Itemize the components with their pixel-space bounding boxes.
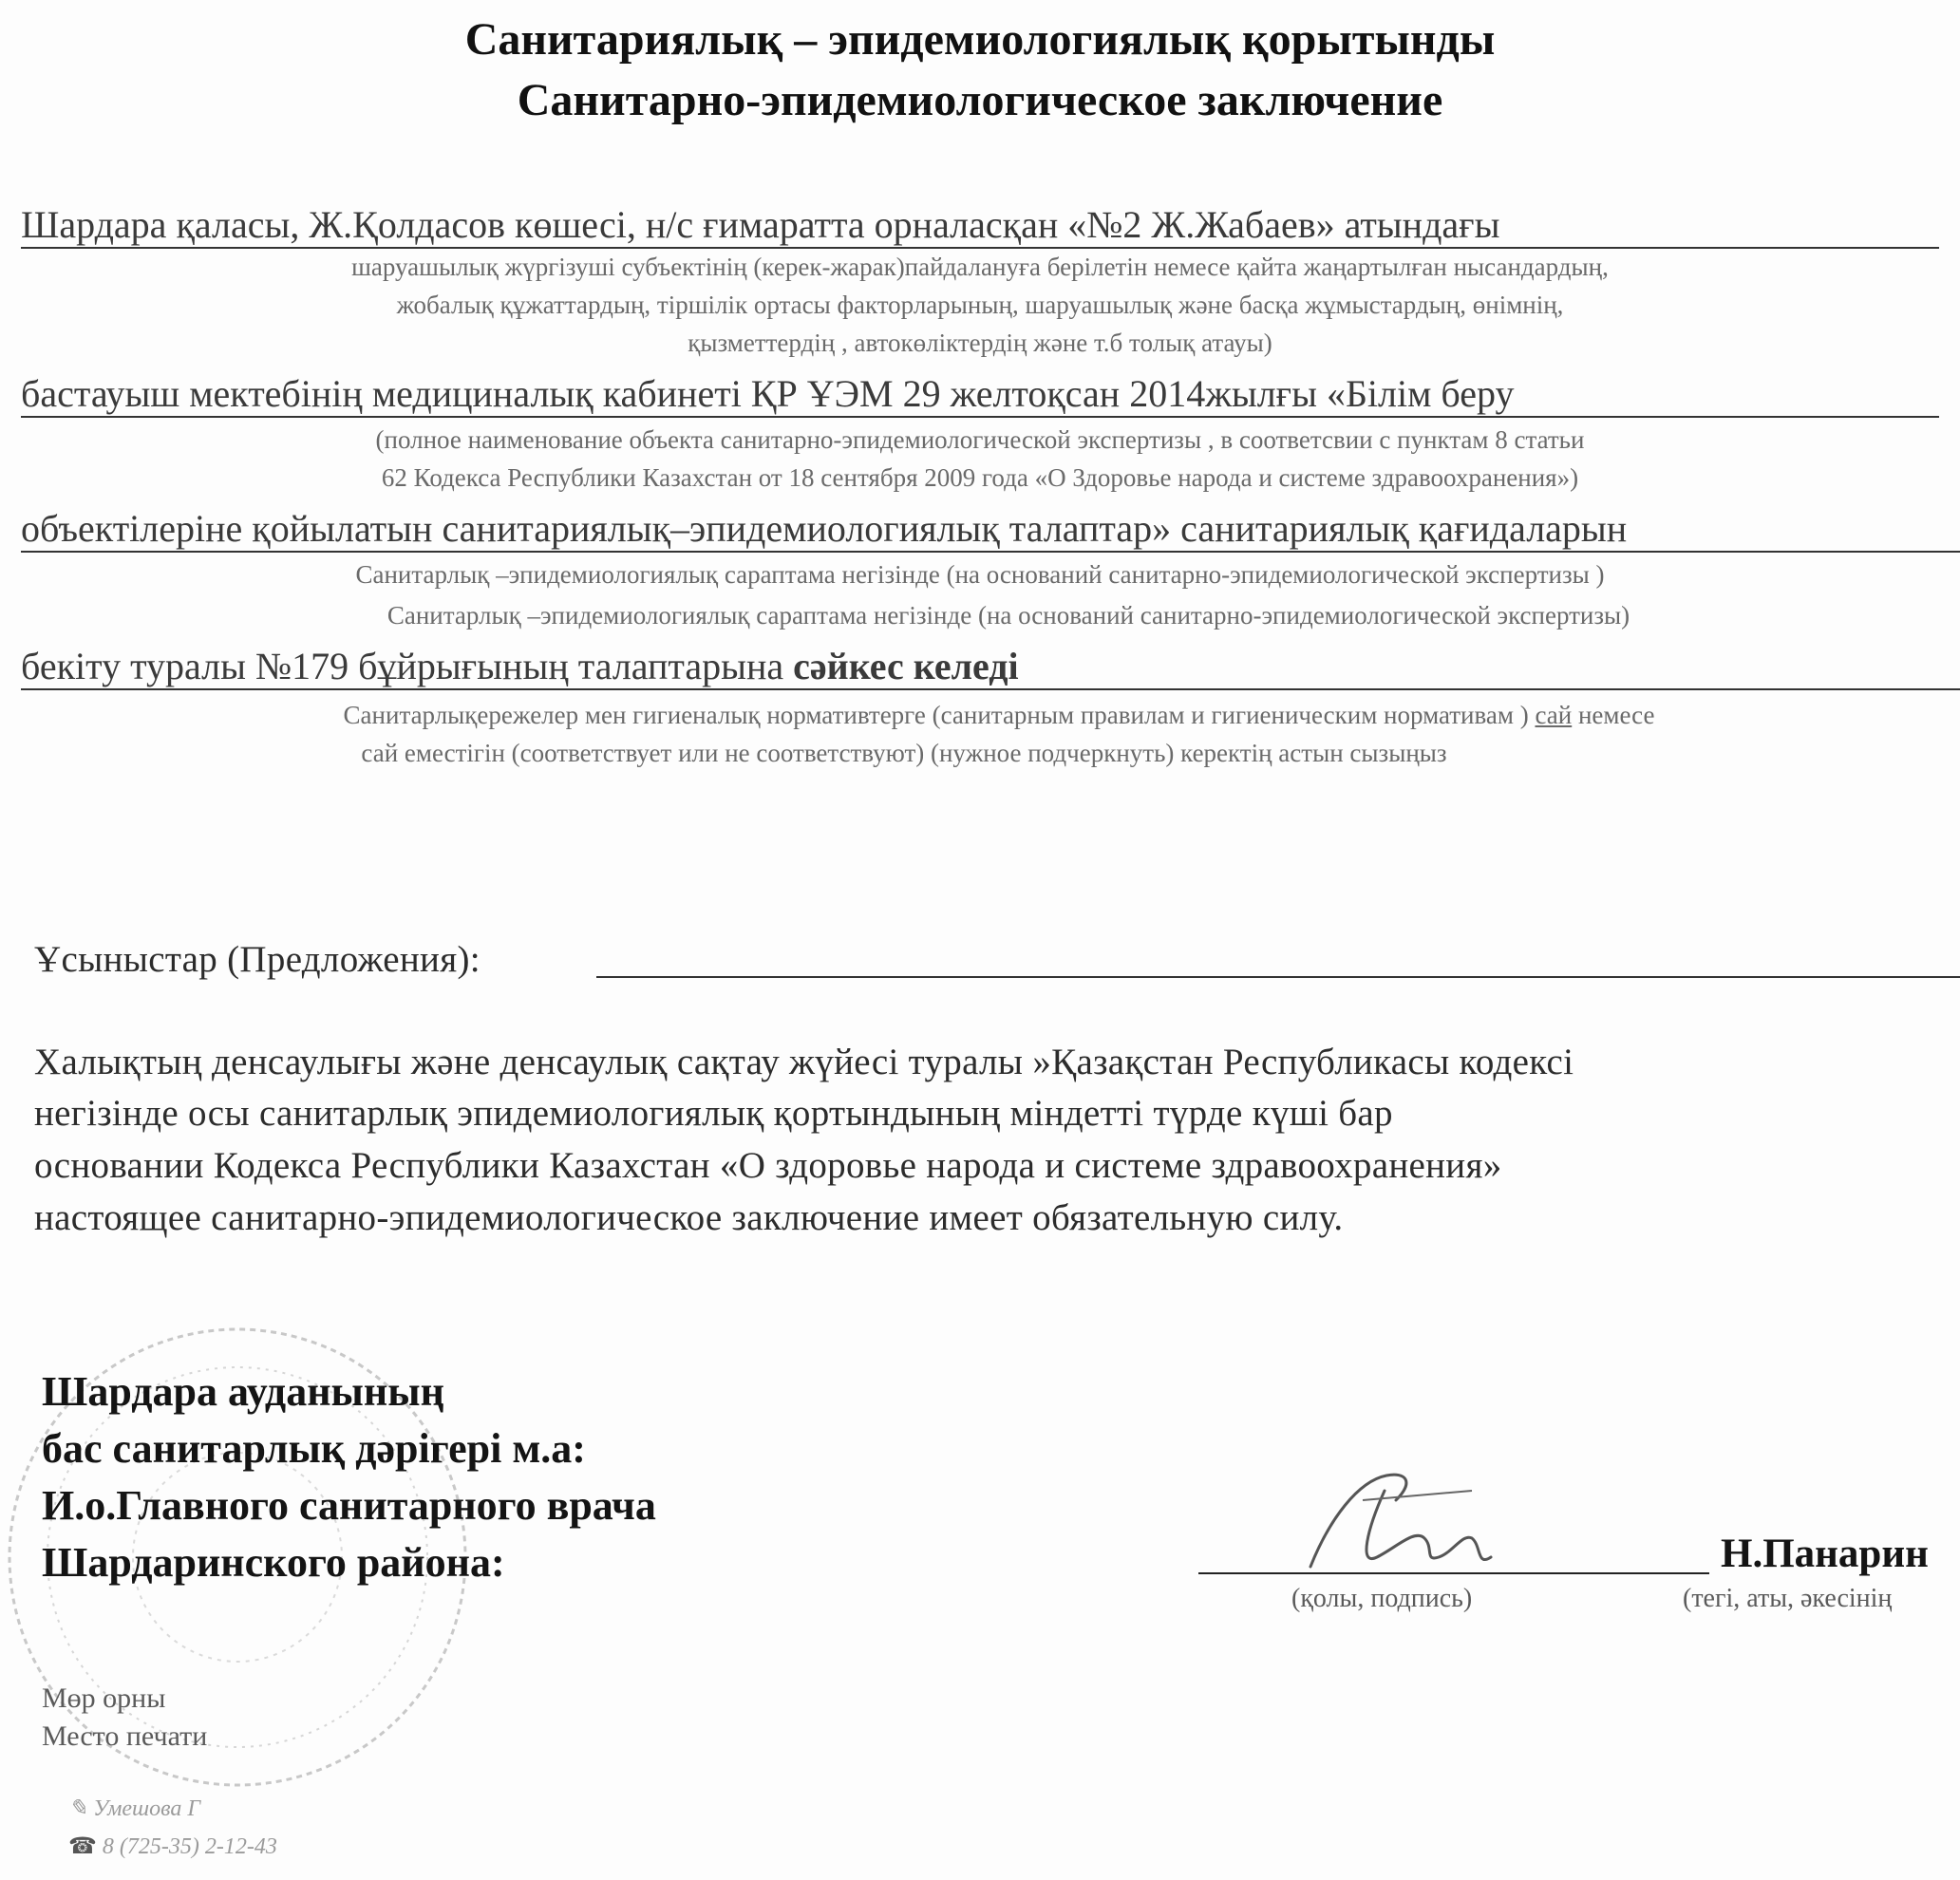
executor-name: Умешова Г bbox=[93, 1796, 201, 1821]
object-name-line-2: бастауыш мектебінің медициналық кабинеті ҚР ҰЭМ 29 желтоқсан 2014жылғы «Білім беру bbox=[21, 371, 1939, 418]
signatory-name: Н.Панарин bbox=[1721, 1532, 1929, 1576]
pencil-icon: ✎ bbox=[68, 1796, 94, 1821]
object-hint-kz-3: қызметтердің , автокөліктердің және т.б толық атауы) bbox=[688, 329, 1272, 357]
conformity-hint-1 bbox=[38, 701, 1960, 730]
object-hint-ru-2: 62 Кодекса Республики Казахстан от 18 сентября 2009 года «О Здоровье народа и системе здравоохранения») bbox=[381, 463, 1579, 492]
object-name-line-4 bbox=[21, 644, 1960, 690]
stamp-place-ru: Место печати bbox=[42, 1720, 208, 1752]
conformity-hint-2: сай еместігін (соответствует или не соответствуют) (нужное подчеркнуть) керектің астын сызыңыз bbox=[361, 739, 1447, 767]
legal-text-line-2: негізінде осы санитарлық эпидемиологиялық қортындының міндетті түрде күші бар bbox=[34, 1093, 1393, 1134]
phone-icon: ☎ bbox=[68, 1834, 103, 1859]
phone-number: 8 (725-35) 2-12-43 bbox=[102, 1834, 277, 1859]
conformity-underlined-option: сай bbox=[1535, 701, 1573, 729]
proposals-label: Ұсыныстар (Предложения): bbox=[34, 939, 481, 980]
executor-row bbox=[68, 1795, 200, 1822]
document-title-kz: Санитариялық – эпидемиологиялық қорытынды bbox=[464, 14, 1496, 65]
signatory-title-ru-2: Шардаринского района: bbox=[42, 1539, 505, 1586]
conformity-prefix: бекіту туралы №179 бұйрығының талаптарына bbox=[21, 645, 794, 687]
conformity-hint-tail: немесе bbox=[1572, 701, 1655, 729]
name-caption: (тегі, аты, әкесінің bbox=[1683, 1584, 1893, 1613]
legal-text-line-3: основании Кодекса Республики Казахстан «О здоровье народа и системе здравоохранения» bbox=[34, 1145, 1502, 1186]
document-title-ru: Санитарно-эпидемиологическое заключение bbox=[517, 75, 1443, 125]
conformity-hint-text: Санитарлықережелер мен гигиеналық нормативтерге (санитарным правилам и гигиеническим нормативам ) bbox=[343, 701, 1536, 729]
object-name-line-3: объектілеріне қойылатын санитариялық–эпидемиологиялық талаптар» санитариялық қағидаларын bbox=[21, 506, 1960, 553]
object-hint-kz-1: шаруашылық жүргізуші субъектінің (керек-жарак)пайдалануға берілетін немесе қайта жаңартылған нысандардың, bbox=[351, 253, 1609, 281]
phone-row bbox=[68, 1833, 277, 1860]
signatory-title-ru-1: И.о.Главного санитарного врача bbox=[42, 1482, 656, 1529]
proposals-blank-line bbox=[596, 976, 1960, 978]
conformity-result: сәйкес келеді bbox=[793, 645, 1019, 687]
handwritten-signature bbox=[1272, 1462, 1519, 1586]
signature-caption: (қолы, подпись) bbox=[1291, 1584, 1473, 1613]
legal-text-line-1: Халықтың денсаулығы және денсаулық сақтау жүйесі туралы »Қазақстан Республикасы кодексі bbox=[34, 1042, 1574, 1082]
expertise-hint-2: Санитарлық –эпидемиологиялық сараптама негізінде (на оснований санитарно-эпидемиологической экспертизы) bbox=[386, 601, 1630, 630]
object-name-line-1: Шардара қаласы, Ж.Қолдасов көшесі, н/с ғимаратта орналасқан «№2 Ж.Жабаев» атындағы bbox=[21, 202, 1939, 249]
signatory-title-kz-1: Шардара ауданының bbox=[42, 1368, 444, 1415]
signatory-title-kz-2: бас санитарлық дәрігері м.а: bbox=[42, 1425, 586, 1472]
expertise-hint-1: Санитарлық –эпидемиологиялық сараптама негізінде (на оснований санитарно-эпидемиологической экспертизы ) bbox=[355, 560, 1605, 589]
stamp-place-kz: Мөр орны bbox=[42, 1683, 166, 1714]
object-hint-ru-1: (полное наименование объекта санитарно-эпидемиологической экспертизы , в соответсвии с пунктам 8 статьи bbox=[375, 425, 1585, 454]
legal-text-line-4: настоящее санитарно-эпидемиологическое заключение имеет обязательную силу. bbox=[34, 1197, 1344, 1238]
object-hint-kz-2: жобалық құжаттардың, тіршілік ортасы факторларының, шаруашылық және басқа жұмыстардың, өнімнің, bbox=[396, 291, 1564, 319]
